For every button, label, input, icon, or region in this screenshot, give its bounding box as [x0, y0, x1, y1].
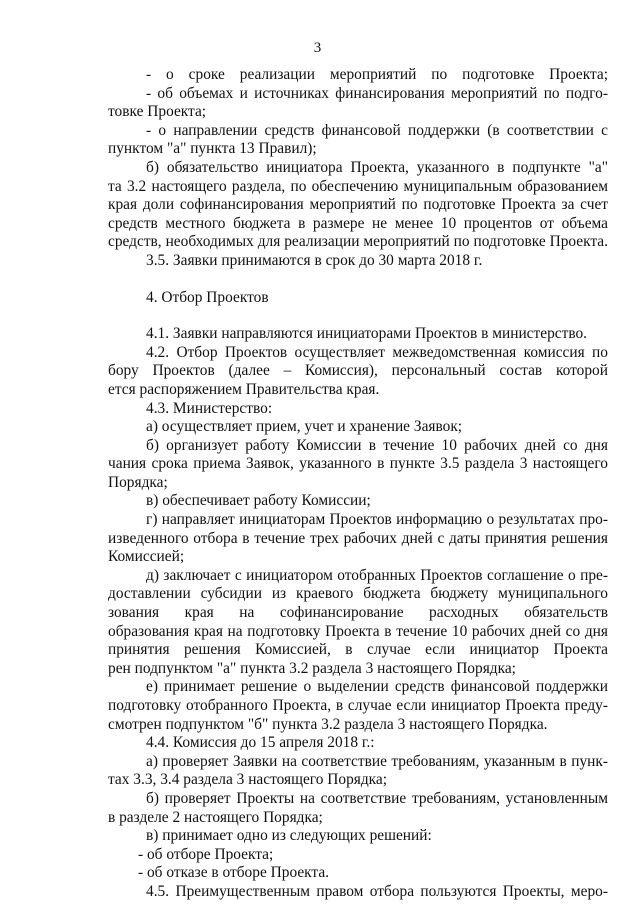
section-heading: 4. Отбор Проектов [146, 288, 269, 306]
text-line: края доли софинансирования мероприятий по подготовке Проекта за счет [108, 196, 608, 214]
text-line: 4.1. Заявки направляются инициаторами Проектов в министерство. [146, 325, 588, 343]
text-line: д) заключает с инициатором отобранных Проектов соглашение о пре- [146, 566, 608, 584]
text-line: принятия решения Комиссией, в случае если инициатор Проекта [108, 641, 608, 659]
text-line: б) обязательство инициатора Проекта, указанного в подпункте "а" [146, 158, 608, 176]
text-line: ется распоряжением Правительства края. [108, 380, 380, 398]
text-line: средств, необходимых для реализации мероприятий по подготовке Проекта. [108, 233, 608, 251]
text-line: образования края на подготовку Проекта в течение 10 рабочих дней со дня [108, 622, 608, 640]
text-line: Комиссией; [108, 548, 185, 566]
text-line: 4.4. Комиссия до 15 апреля 2018 г.: [146, 734, 375, 752]
page-number: 3 [313, 40, 322, 56]
document-body [108, 66, 608, 902]
text-line: г) направляет инициаторам Проектов информацию о результатах про- [146, 511, 608, 529]
text-line: - об отказе в отборе Проекта. [138, 864, 330, 882]
text-line: - об отборе Проекта; [138, 845, 274, 863]
text-line: изведенного отбора в течение трех рабочих дней с даты принятия решения [108, 529, 608, 547]
text-line: б) организует работу Комиссии в течение 10 рабочих дней со дня [146, 436, 608, 454]
text-line: доставлении субсидии из краевого бюджета бюджету муниципального [108, 585, 608, 603]
text-line: пунктом "а" пункта 13 Правил); [108, 140, 317, 158]
text-line: та 3.2 настоящего раздела, по обеспечению муниципальным образованием [108, 177, 608, 195]
text-line: 4.5. Преимущественным правом отбора пользуются Проекты, меро- [146, 882, 608, 900]
text-line: 3.5. Заявки принимаются в срок до 30 марта 2018 г. [146, 251, 483, 269]
text-line: - о сроке реализации мероприятий по подготовке Проекта; [146, 66, 608, 83]
text-line: в) принимает одно из следующих решений: [146, 827, 432, 845]
text-line: зования края на софинансирование расходных обязательств [108, 604, 608, 622]
text-line: в разделе 2 настоящего Порядка; [108, 808, 323, 826]
text-line: а) проверяет Заявки на соответствие требованиям, указанным в пунк- [146, 752, 608, 770]
text-line: чания срока приема Заявок, указанного в пункте 3.5 раздела 3 настоящего [108, 455, 608, 473]
text-line: тах 3.3, 3.4 раздела 3 настоящего Порядка; [108, 771, 388, 789]
text-line: в) обеспечивает работу Комиссии; [146, 492, 371, 510]
text-line: - об объемах и источниках финансирования мероприятий по подго- [146, 84, 608, 102]
text-line: средств местного бюджета в размере не менее 10 процентов от объема [108, 214, 608, 232]
text-line: бору Проектов (далее – Комиссия), персональный состав которой [108, 362, 608, 380]
text-line: б) проверяет Проекты на соответствие требованиям, установленным [146, 789, 608, 807]
paragraph-gap [108, 271, 608, 289]
text-line: подготовку отобранного Проекта, в случае если инициатор Проекта преду- [108, 697, 608, 714]
paragraph-gap [108, 307, 608, 325]
text-line: - о направлении средств финансовой поддержки (в соответствии с [146, 121, 608, 139]
text-line: товке Проекта; [108, 103, 207, 121]
text-line: 4.3. Министерство: [146, 399, 273, 417]
text-line: рен подпунктом "а" пункта 3.2 раздела 3 настоящего Порядка; [108, 659, 516, 677]
text-line: е) принимает решение о выделении средств финансовой поддержки [146, 678, 608, 696]
text-line: а) осуществляет прием, учет и хранение Заявок; [146, 418, 463, 436]
text-line: смотрен подпунктом "б" пункта 3.2 раздела 3 настоящего Порядка. [108, 715, 548, 733]
text-line: 4.2. Отбор Проектов осуществляет межведомственная комиссия по [146, 343, 608, 361]
text-line: Порядка; [108, 473, 168, 491]
